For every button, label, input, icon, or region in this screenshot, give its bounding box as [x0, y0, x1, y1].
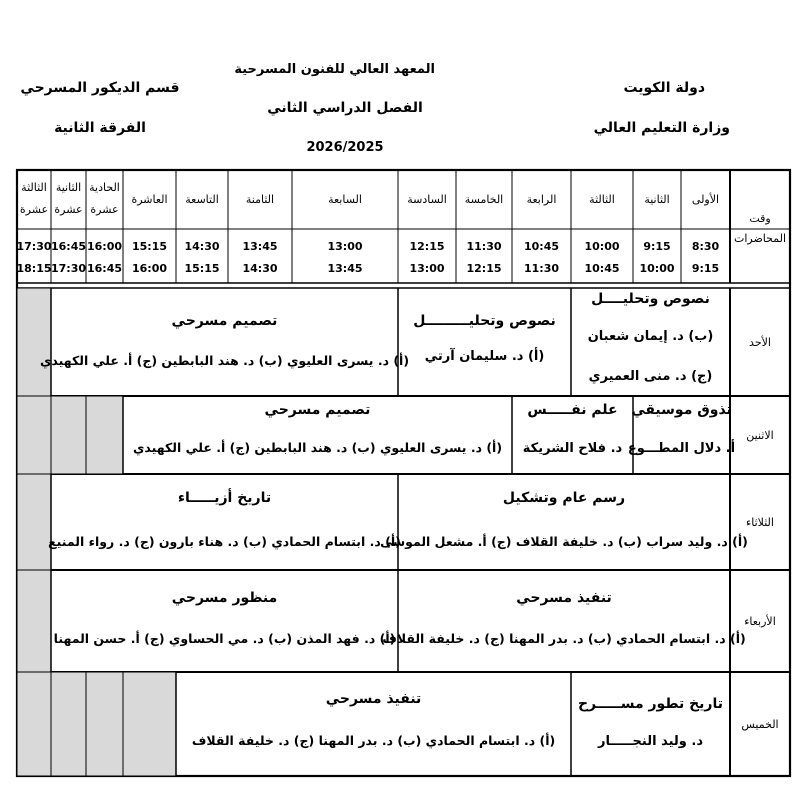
empty-slot [17, 672, 51, 776]
corner-label: وقت [749, 212, 771, 225]
period-end: 15:15 [184, 262, 220, 275]
instructor-line: أ. دلال المطـــوع [627, 441, 736, 456]
empty-slot [51, 396, 86, 474]
empty-slot [17, 288, 51, 396]
class-year: الفرقة الثانية [54, 120, 146, 136]
period-end: 18:15 [16, 262, 52, 275]
instructor-line: د. فلاح الشريكة [522, 441, 623, 456]
period-name: الرابعة [526, 193, 557, 206]
class-title: علم نفـــــس [527, 402, 618, 418]
empty-slot [17, 474, 51, 570]
period-name: السادسة [407, 193, 447, 206]
period-name: الخامسة [464, 193, 504, 206]
empty-slot [123, 672, 176, 776]
period-name: التاسعة [185, 193, 219, 206]
day-name: الأربعاء [744, 615, 776, 628]
instructor-line: (أ) د. يسرى العليوي (ب) د. هند البابطين (ج) أ. علي الكهيدي [39, 353, 410, 368]
period-end: 16:45 [86, 262, 123, 275]
instructor-line: (أ) د. يسرى العليوي (ب) د. هند البابطين (ج) أ. علي الكهيدي [132, 440, 503, 455]
instructor-line: (ج) د. منى العميري [588, 369, 713, 384]
instructor-line: (ب) د. إيمان شعبان [587, 329, 714, 344]
department-name: قسم الديكور المسرحي [20, 80, 180, 96]
instructor-line: (أ) د. ابتسام الحمادي (ب) د. هناء بارون (ج) د. رواء المنيع [48, 534, 401, 549]
class-title: تنفيذ مسرحي [325, 691, 422, 707]
period-name: الأولى [691, 193, 720, 206]
class-title: تاريخ أزيـــــاء [177, 490, 272, 506]
instructor-line: (أ) د. ابتسام الحمادي (ب) د. بدر المهنا (ج) د. خليفة القلاف [382, 631, 746, 646]
institute-name: المعهد العالي للفنون المسرحية [234, 62, 435, 77]
period-end: 10:00 [639, 262, 675, 275]
academic-year: 2026/2025 [306, 140, 384, 155]
instructor-line: (أ) د. وليد سراب (ب) د. خليفة القلاف (ج) أ. مشعل الموسى [380, 534, 748, 549]
period-name: الثالثة [21, 181, 47, 194]
period-end: 16:00 [131, 262, 168, 275]
period-name: الثانية [55, 181, 82, 194]
period-start: 9:15 [643, 240, 671, 253]
class-title: تذوق موسيقي [631, 402, 732, 418]
period-start: 16:45 [50, 240, 87, 253]
period-start: 16:00 [86, 240, 123, 253]
day-name: الثلاثاء [746, 516, 774, 529]
period-end: 13:45 [327, 262, 363, 275]
day-name: الخميس [741, 718, 779, 731]
instructor-line: (أ) د. فهد المذن (ب) د. مي الحساوي (ج) أ. حسن المهنا [53, 631, 396, 646]
day-name: الاثنين [746, 429, 774, 442]
period-end: 14:30 [242, 262, 278, 275]
class-title: رسم عام وتشكيل [502, 490, 626, 506]
period-name: الحادية [89, 181, 120, 194]
period-name: الثانية [644, 193, 670, 206]
instructor-line: د. وليد النجـــــار [597, 734, 704, 749]
period-start: 8:30 [691, 240, 720, 253]
period-start: 17:30 [16, 240, 52, 253]
empty-slot [17, 570, 51, 672]
empty-slot [86, 672, 123, 776]
period-start: 10:45 [523, 240, 560, 253]
ministry-name: وزارة التعليم العالي [593, 120, 730, 136]
period-name: السابعة [328, 193, 362, 206]
corner-label: المحاضرات [733, 232, 787, 245]
class-title: نصوص وتحليـــــــــل [413, 313, 556, 329]
class-title: تاريخ تطور مســـــرح [577, 696, 724, 712]
semester-label: الفصل الدراسي الثاني [267, 100, 423, 116]
empty-slot [86, 396, 123, 474]
period-end: 17:30 [50, 262, 87, 275]
period-name: عشرة [90, 203, 119, 216]
class-title: تصميم مسرحي [171, 313, 278, 329]
period-start: 13:00 [327, 240, 363, 253]
period-name: عشرة [54, 203, 83, 216]
class-title: تصميم مسرحي [264, 402, 371, 418]
period-name: الثالثة [589, 193, 615, 206]
day-name: الأحد [749, 336, 771, 349]
period-start: 14:30 [184, 240, 220, 253]
ministry-country: دولة الكويت [623, 80, 705, 96]
class-title: منظور مسرحي [171, 590, 278, 606]
period-end: 13:00 [409, 262, 445, 275]
class-title: نصوص وتحليــــل [591, 291, 710, 307]
period-start: 13:45 [242, 240, 278, 253]
empty-slot [17, 396, 51, 474]
period-name: الثامنة [245, 193, 275, 206]
period-end: 10:45 [584, 262, 620, 275]
instructor-line: (أ) د. ابتسام الحمادي (ب) د. بدر المهنا (ج) د. خليفة القلاف [191, 733, 556, 748]
period-name: عشرة [19, 203, 49, 216]
period-name: العاشرة [131, 193, 168, 206]
period-start: 11:30 [466, 240, 502, 253]
period-end: 11:30 [523, 262, 560, 275]
class-title: تنفيذ مسرحي [516, 590, 612, 606]
period-end: 9:15 [691, 262, 720, 275]
period-start: 10:00 [584, 240, 620, 253]
instructor-line: (أ) د. سليمان آرتي [424, 349, 545, 364]
period-start: 15:15 [131, 240, 168, 253]
period-start: 12:15 [409, 240, 445, 253]
empty-slot [51, 672, 86, 776]
period-end: 12:15 [466, 262, 502, 275]
